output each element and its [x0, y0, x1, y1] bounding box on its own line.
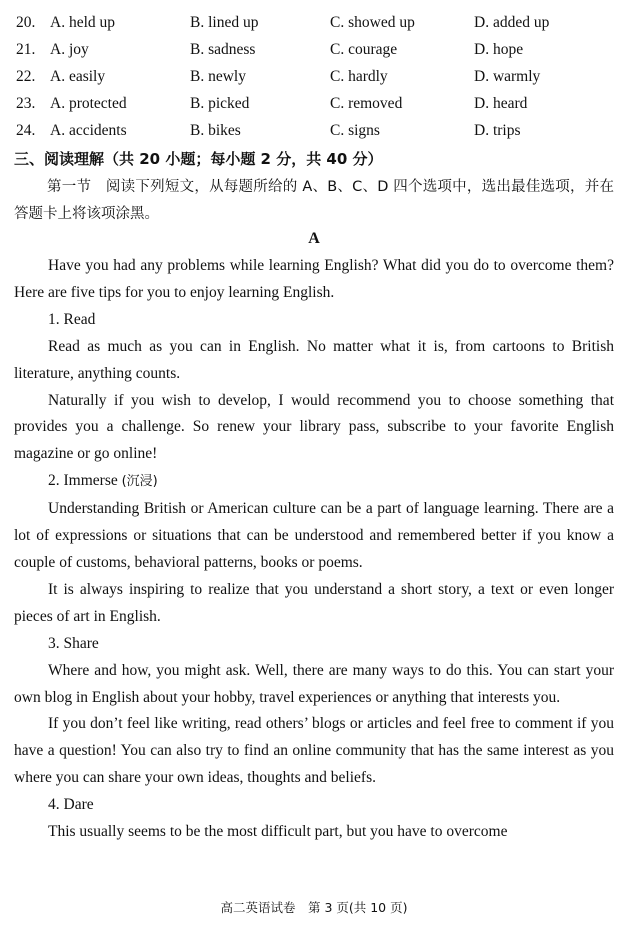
option-c: C. signs: [330, 122, 380, 139]
page-footer: 高二英语试卷 第 3 页(共 10 页): [220, 900, 408, 915]
tip-paragraph: This usually seems to be the most difficult part, but you have to overcome: [48, 823, 508, 841]
option-b: B. bikes: [190, 122, 241, 139]
tip-paragraph: If you don’t feel like writing, read others’ blogs or articles and feel free to comment if you have a question! You can also try to find an online community that has the same interest as you where you can share your own ideas, thoughts and beliefs.: [14, 715, 614, 787]
question-number: 21.: [16, 41, 36, 58]
question-number: 20.: [16, 14, 36, 31]
option-a: A. held up: [50, 14, 116, 31]
section-instruction: 第一节 阅读下列短文，从每题所给的 A、B、C、D 四个选项中，选出最佳选项，并在答题卡上将该项涂黑。: [14, 179, 614, 222]
option-a: A. protected: [50, 95, 127, 112]
chinese-gloss: (沉浸): [121, 474, 158, 490]
tip-paragraph: It is always inspiring to realize that you understand a short story, a text or even longer pieces of art in English.: [14, 580, 614, 625]
question-number: 22.: [16, 68, 36, 85]
question-number: 23.: [16, 95, 36, 112]
option-a: A. accidents: [50, 122, 127, 139]
option-d: D. warmly: [474, 68, 541, 85]
question-number: 24.: [16, 122, 36, 139]
option-d: D. heard: [474, 95, 528, 112]
passage-intro: Have you had any problems while learning English? What did you do to overcome them? Here are five tips for you to enjoy learning English.: [14, 257, 614, 301]
option-d: D. added up: [474, 14, 550, 31]
tip-heading-share: 3. Share: [48, 634, 99, 652]
passage-title: A: [308, 230, 320, 247]
tip-heading-read: 1. Read: [48, 310, 96, 328]
tip-paragraph: Where and how, you might ask. Well, there are many ways to do this. You can start your own blog in English about your hobby, travel experiences or anything that interests you.: [14, 661, 614, 706]
option-b: B. sadness: [190, 41, 256, 58]
option-a: A. easily: [50, 68, 106, 85]
question-row-22: [0, 66, 628, 88]
tip-paragraph: Naturally if you wish to develop, I would recommend you to choose something that provides you a challenge. So renew your library pass, subscribe to your favorite English magazine or go online!: [14, 391, 614, 463]
tip-heading-text: 2. Immerse: [48, 472, 118, 490]
tip-heading-dare: 4. Dare: [48, 796, 94, 814]
question-row-24: [0, 120, 628, 142]
tip-heading-immerse: [14, 468, 614, 496]
option-d: D. trips: [474, 122, 521, 139]
passage-body: [14, 253, 614, 846]
tip-paragraph: Read as much as you can in English. No matter what it is, from cartoons to British literature, anything counts.: [14, 337, 614, 382]
option-c: C. removed: [330, 95, 403, 112]
tip-paragraph: Understanding British or American culture can be a part of language learning. There are a lot of expressions or situations that can be understood and remembered better if you know a couple of customs, behavioral patterns, books or poems.: [14, 500, 614, 571]
option-b: B. lined up: [190, 14, 259, 31]
option-b: B. picked: [190, 95, 250, 112]
option-d: D. hope: [474, 41, 524, 58]
option-c: C. courage: [330, 41, 398, 58]
section-heading: 三、阅读理解（共 20 小题；每小题 2 分，共 40 分）: [14, 150, 383, 168]
question-row-23: [0, 93, 628, 115]
question-row-20: [0, 12, 628, 34]
option-b: B. newly: [190, 68, 246, 85]
option-c: C. showed up: [330, 14, 415, 31]
question-row-21: [0, 39, 628, 61]
option-c: C. hardly: [330, 68, 388, 85]
option-a: A. joy: [50, 41, 89, 58]
